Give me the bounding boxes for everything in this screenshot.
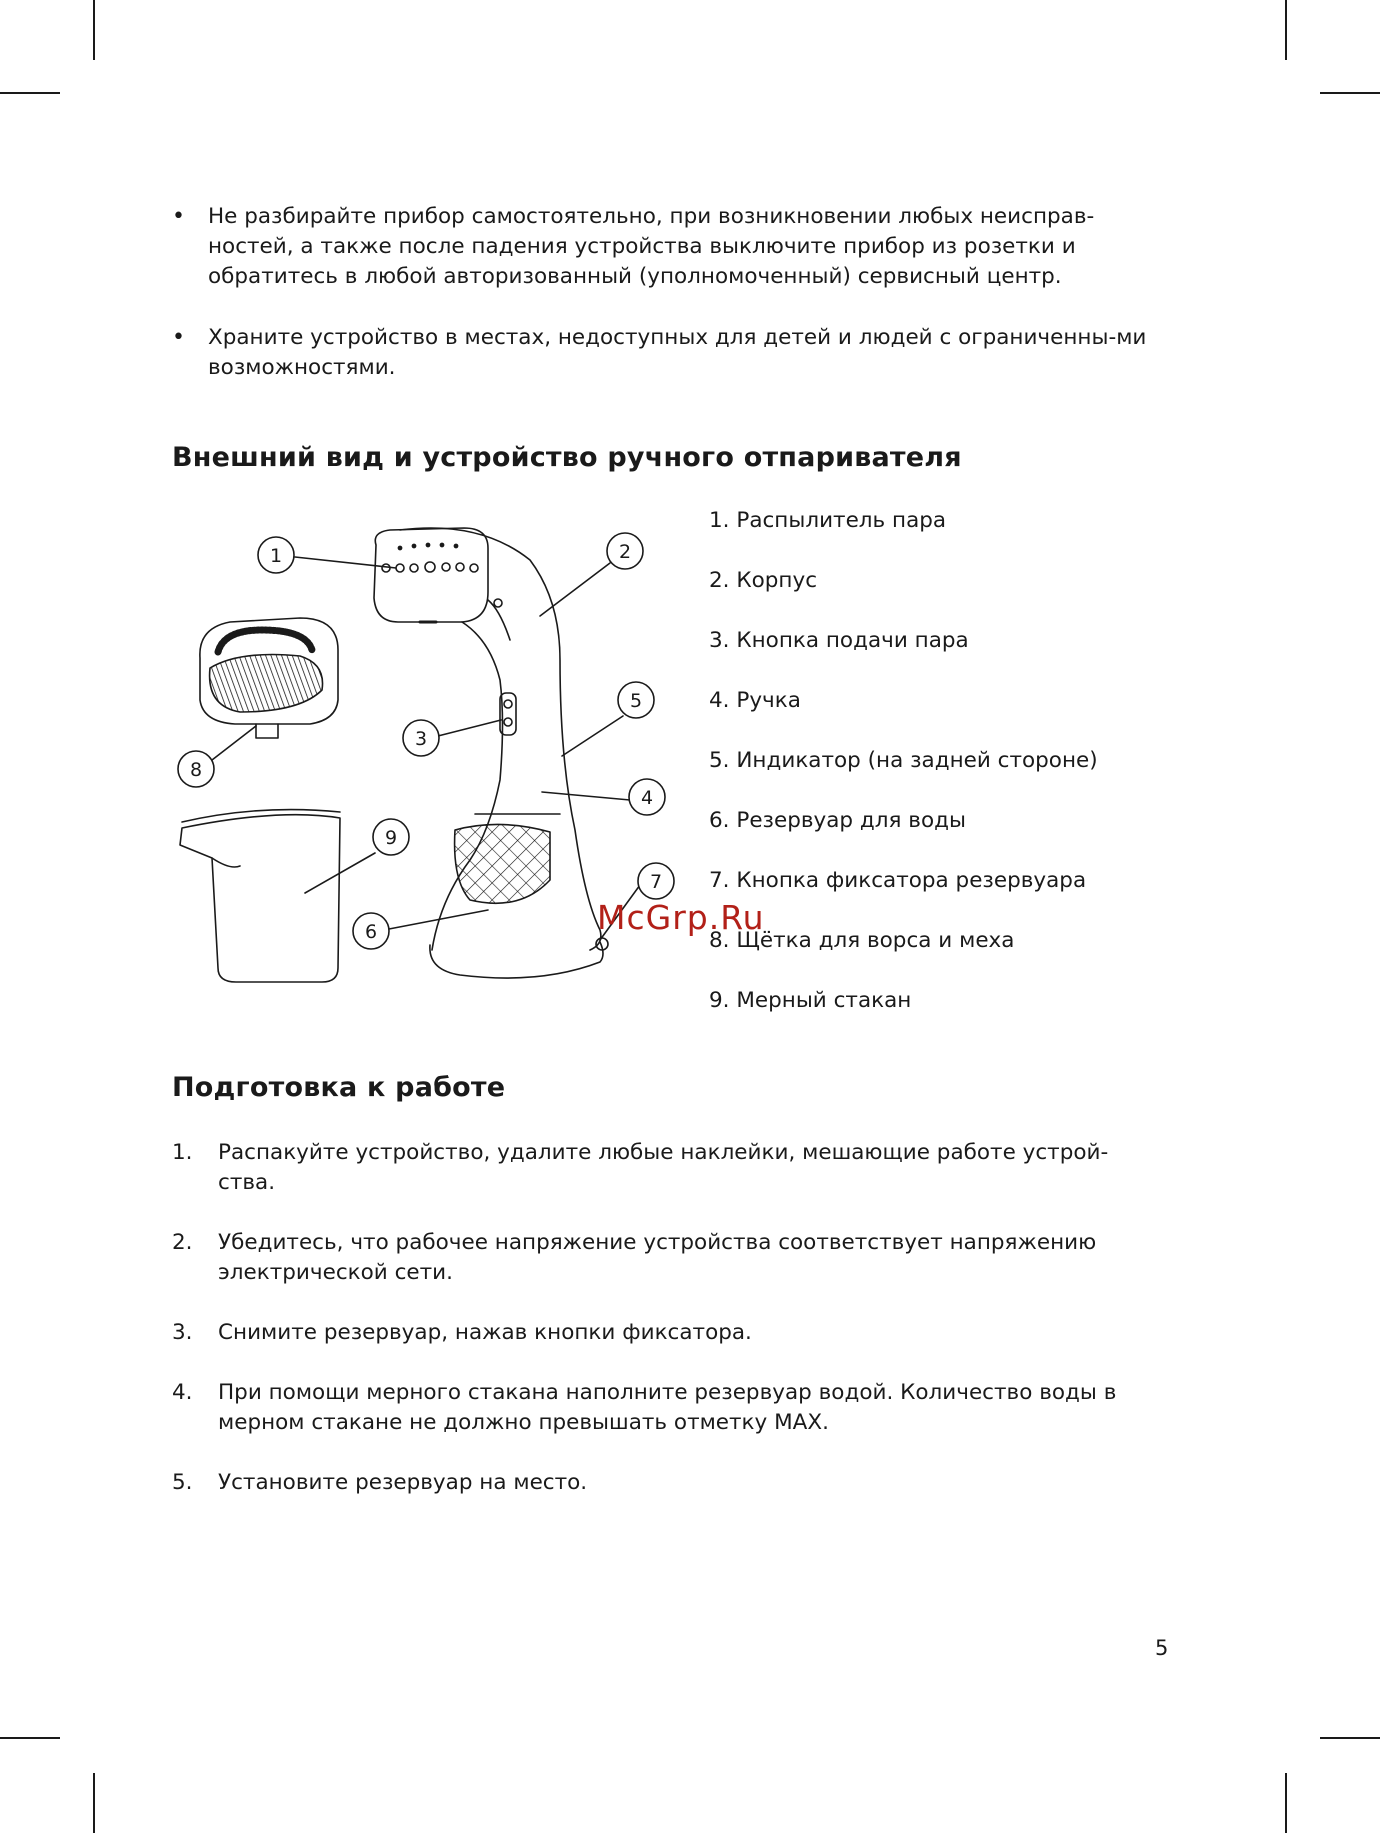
appearance-heading: Внешний вид и устройство ручного отпаривателя xyxy=(172,442,962,473)
step-item xyxy=(172,1378,1162,1438)
step-item xyxy=(172,1228,1162,1288)
callout-label: 6 xyxy=(364,921,378,943)
legend-item: 3. Кнопка подачи пара xyxy=(709,628,969,653)
step-text: При помощи мерного стакана наполните резервуар водой. Количество воды в мерном стакане не должно превышать отметку MAX. xyxy=(218,1380,1117,1435)
step-number: 2. xyxy=(172,1230,193,1255)
step-text: Установите резервуар на место. xyxy=(218,1470,588,1495)
legend-item: 8. Щётка для ворса и меха xyxy=(709,928,1015,953)
legend-item: 2. Корпус xyxy=(709,568,818,593)
bullet-item: • Храните устройство в местах, недоступных для детей и людей с ограниченны-ми возможностями. xyxy=(172,323,1152,383)
tank-window xyxy=(455,824,550,903)
step-number: 3. xyxy=(172,1320,193,1345)
legend-item: 9. Мерный стакан xyxy=(709,988,912,1013)
callout-label: 3 xyxy=(414,728,428,750)
callout-label: 9 xyxy=(384,827,398,849)
steamer-head xyxy=(374,528,488,622)
step-item xyxy=(172,1138,1162,1198)
legend-item: 1. Распылитель пара xyxy=(709,508,947,533)
callout-label: 1 xyxy=(269,545,283,567)
preparation-heading: Подготовка к работе xyxy=(172,1072,506,1103)
measuring-cup xyxy=(180,815,340,982)
step-text: Распакуйте устройство, удалите любые наклейки, мешающие работе устрой-ства. xyxy=(218,1140,1109,1195)
preparation-steps xyxy=(172,1138,1162,1528)
step-item xyxy=(172,1468,1162,1498)
callout-label: 4 xyxy=(640,787,654,809)
legend-item: 6. Резервуар для воды xyxy=(709,808,966,833)
bullet-item: • Не разбирайте прибор самостоятельно, при возникновении любых неисправ-ностей, а также после падения устройства выключите прибор из розетки и обратитесь в любой авторизованный (уполномоченный) сервисный центр. xyxy=(172,202,1152,292)
callout-label: 8 xyxy=(189,759,203,781)
step-item xyxy=(172,1318,1162,1348)
parts-legend xyxy=(709,506,1098,1046)
callout-label: 5 xyxy=(629,690,643,712)
legend-item: 4. Ручка xyxy=(709,688,801,713)
step-number: 1. xyxy=(172,1140,193,1165)
callout-label: 2 xyxy=(618,541,632,563)
watermark: McGrp.Ru xyxy=(597,898,765,937)
callout-label: 7 xyxy=(649,871,663,893)
legend-item: 5. Индикатор (на задней стороне) xyxy=(709,748,1098,773)
step-text: Убедитесь, что рабочее напряжение устройства соответствует напряжению электрической сети. xyxy=(218,1230,1097,1285)
step-number: 5. xyxy=(172,1470,193,1495)
legend-item: 7. Кнопка фиксатора резервуара xyxy=(709,868,1087,893)
page-number: 5 xyxy=(1155,1636,1169,1660)
step-text: Снимите резервуар, нажав кнопки фиксатора. xyxy=(218,1320,752,1345)
step-number: 4. xyxy=(172,1380,193,1405)
